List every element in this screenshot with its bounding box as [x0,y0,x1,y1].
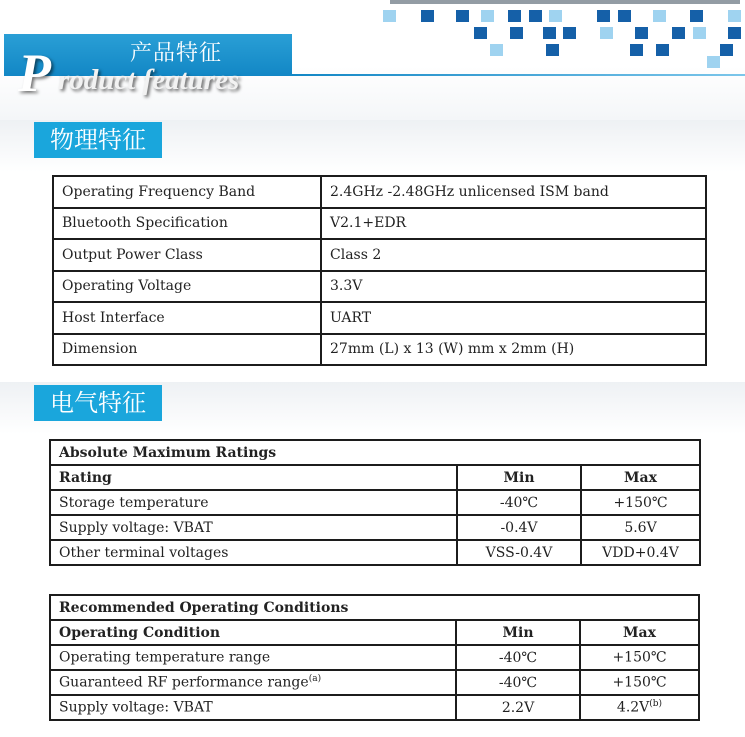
table-row [53,302,706,334]
table-row [53,334,706,366]
spec-value: 3.3V [321,271,706,303]
spec-key: Operating Voltage [53,271,321,303]
table-row [50,540,700,565]
rating-max: VDD+0.4V [581,540,700,565]
spec-key: Bluetooth Specification [53,208,321,240]
table-title: Absolute Maximum Ratings [50,440,700,465]
spec-value: V2.1+EDR [321,208,706,240]
column-header-condition: Operating Condition [50,620,456,645]
column-header-max: Max [581,465,700,490]
column-header-min: Min [456,620,580,645]
spec-value: 2.4GHz -2.48GHz unlicensed ISM band [321,176,706,208]
spec-key: Host Interface [53,302,321,334]
column-header-rating: Rating [50,465,457,490]
section-title-physical: 物理特征 [34,122,162,158]
header-title-cn: 产品特征 [130,41,223,66]
spec-key: Output Power Class [53,239,321,271]
column-header-min: Min [457,465,581,490]
table-row [53,271,706,303]
rating-max: +150℃ [581,490,700,515]
rating-min: -0.4V [457,515,581,540]
footnote-marker: (b) [649,699,663,710]
condition-name: Supply voltage: VBAT [50,695,456,720]
condition-min: -40℃ [456,645,580,670]
condition-max: +150℃ [580,670,699,695]
condition-max: +150℃ [580,645,699,670]
section-title-electrical: 电气特征 [34,385,162,421]
table-title: Recommended Operating Conditions [50,595,699,620]
condition-name: Guaranteed RF performance range$^{(a)}$ [50,670,456,695]
rating-min: VSS-0.4V [457,540,581,565]
rating-name: Storage temperature [50,490,457,515]
spec-value: Class 2 [321,239,706,271]
table-row [50,645,699,670]
header-title-en: roduct features [58,64,240,96]
spec-value: 27mm (L) x 13 (W) mm x 2mm (H) [321,334,706,366]
table-row [53,239,706,271]
spec-value: UART [321,302,706,334]
table-header-row [50,620,699,645]
rating-min: -40℃ [457,490,581,515]
table-row [53,176,706,208]
table-header-row [50,465,700,490]
condition-name: Operating temperature range [50,645,456,670]
table-row [50,670,699,695]
footnote-marker: (a) [308,674,322,685]
page-header [0,0,745,120]
header-rule [292,74,745,76]
recommended-conditions-table [49,594,700,721]
table-title-row [50,595,699,620]
column-header-max: Max [580,620,699,645]
header-title-en-initial: P [18,43,51,103]
condition-min: -40℃ [456,670,580,695]
absolute-max-table [49,439,701,566]
spec-key: Dimension [53,334,321,366]
spec-key: Operating Frequency Band [53,176,321,208]
physical-features-table [52,175,707,366]
table-row [53,208,706,240]
condition-max: $4.2V^{(b)}$ [580,695,699,720]
table-row [50,515,700,540]
rating-name: Supply voltage: VBAT [50,515,457,540]
rating-max: 5.6V [581,515,700,540]
table-title-row [50,440,700,465]
table-row [50,490,700,515]
condition-min: 2.2V [456,695,580,720]
table-row [50,695,699,720]
rating-name: Other terminal voltages [50,540,457,565]
